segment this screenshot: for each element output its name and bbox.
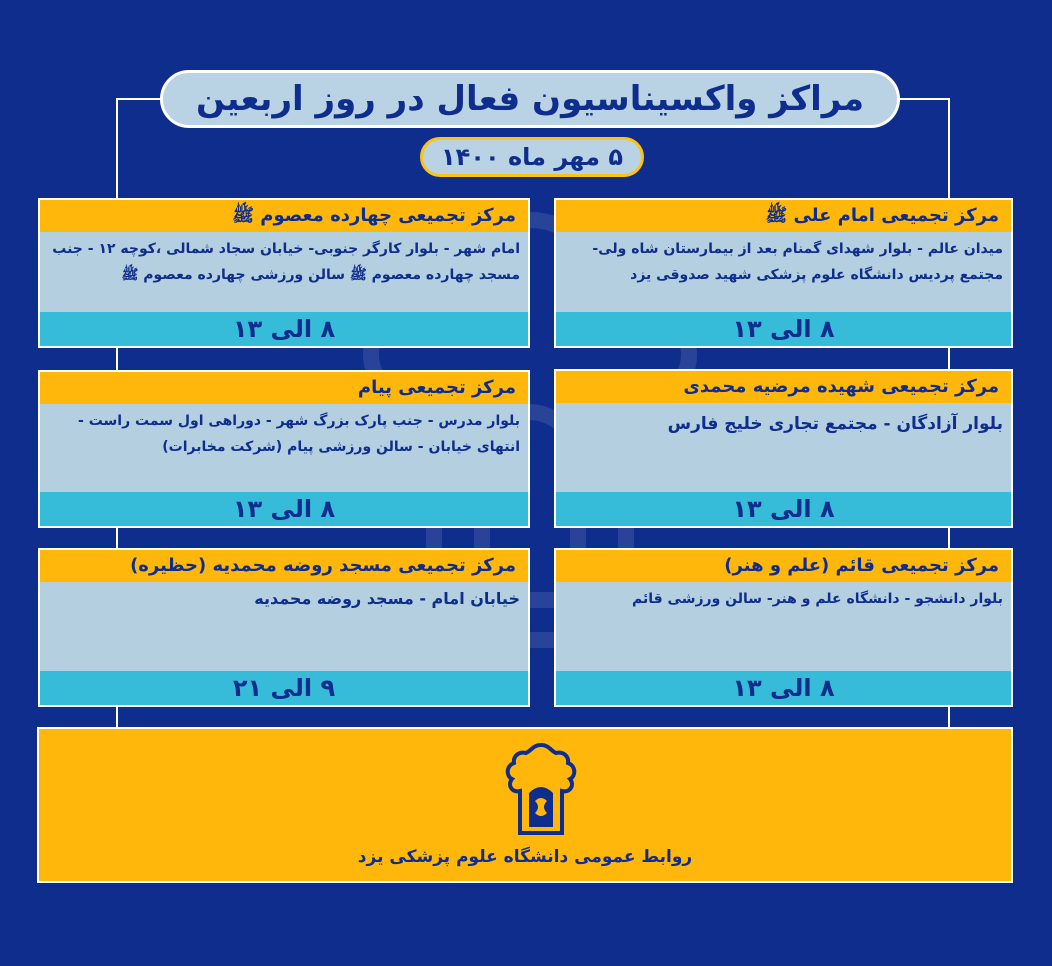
- center-address: میدان عالم - بلوار شهدای گمنام بعد از بیمارستان شاه ولی- مجتمع پردیس دانشگاه علوم پزشکی شهید صدوقی یزد: [592, 241, 1003, 283]
- center-name: مرکز تجمیعی شهیده مرضیه محمدی: [556, 371, 1011, 403]
- center-address: خیابان امام - مسجد روضه محمدیه: [254, 589, 520, 608]
- center-card-chahardah-masoum: [38, 198, 530, 348]
- center-address: بلوار دانشجو - دانشگاه علم و هنر- سالن ورزشی قائم: [632, 591, 1003, 607]
- center-hours: ۸ الی ۱۳: [40, 492, 528, 526]
- center-card-ghaem: [554, 548, 1013, 707]
- center-card-marzieh-mohammadi: [554, 369, 1013, 528]
- center-address: بلوار مدرس - جنب پارک بزرگ شهر - دوراهی اول سمت راست - انتهای خیابان - سالن ورزشی پیام (شرکت مخابرات): [78, 413, 520, 455]
- center-hours: ۸ الی ۱۳: [556, 492, 1011, 526]
- center-name: مرکز تجمیعی قائم (علم و هنر): [556, 550, 1011, 582]
- center-card-payam: [38, 370, 530, 528]
- center-card-rowzeh-mohammadieh: [38, 548, 530, 707]
- center-hours: ۹ الی ۲۱: [40, 671, 528, 705]
- center-name: مرکز تجمیعی پیام: [40, 372, 528, 404]
- center-name: مرکز تجمیعی امام علی ﷺ: [556, 200, 1011, 232]
- center-name: مرکز تجمیعی مسجد روضه محمدیه (حظیره): [40, 550, 528, 582]
- page-title-text: مراکز واکسیناسیون فعال در روز اربعین: [196, 79, 864, 119]
- page-title: [160, 70, 900, 128]
- university-logo-icon: [491, 741, 591, 841]
- center-hours: ۸ الی ۱۳: [556, 671, 1011, 705]
- frame-line-top-right: [898, 98, 950, 100]
- date-badge: [420, 137, 644, 177]
- center-hours: ۸ الی ۱۳: [556, 312, 1011, 346]
- center-hours: ۸ الی ۱۳: [40, 312, 528, 346]
- center-card-imam-ali: [554, 198, 1013, 348]
- center-name: مرکز تجمیعی چهارده معصوم ﷺ: [40, 200, 528, 232]
- footer-banner: [37, 727, 1013, 883]
- footer-text: روابط عمومی دانشگاه علوم پزشکی یزد: [357, 847, 693, 867]
- center-address: امام شهر - بلوار کارگر جنوبی- خیابان سجاد شمالی ،کوچه ۱۲ - جنب مسجد چهارده معصوم ﷺ سالن ورزشی چهارده معصوم ﷺ: [52, 241, 520, 283]
- date-text: ۵ مهر ماه ۱۴۰۰: [441, 143, 623, 171]
- center-address: بلوار آزادگان - مجتمع تجاری خلیج فارس: [667, 414, 1003, 434]
- frame-line-top-left: [116, 98, 162, 100]
